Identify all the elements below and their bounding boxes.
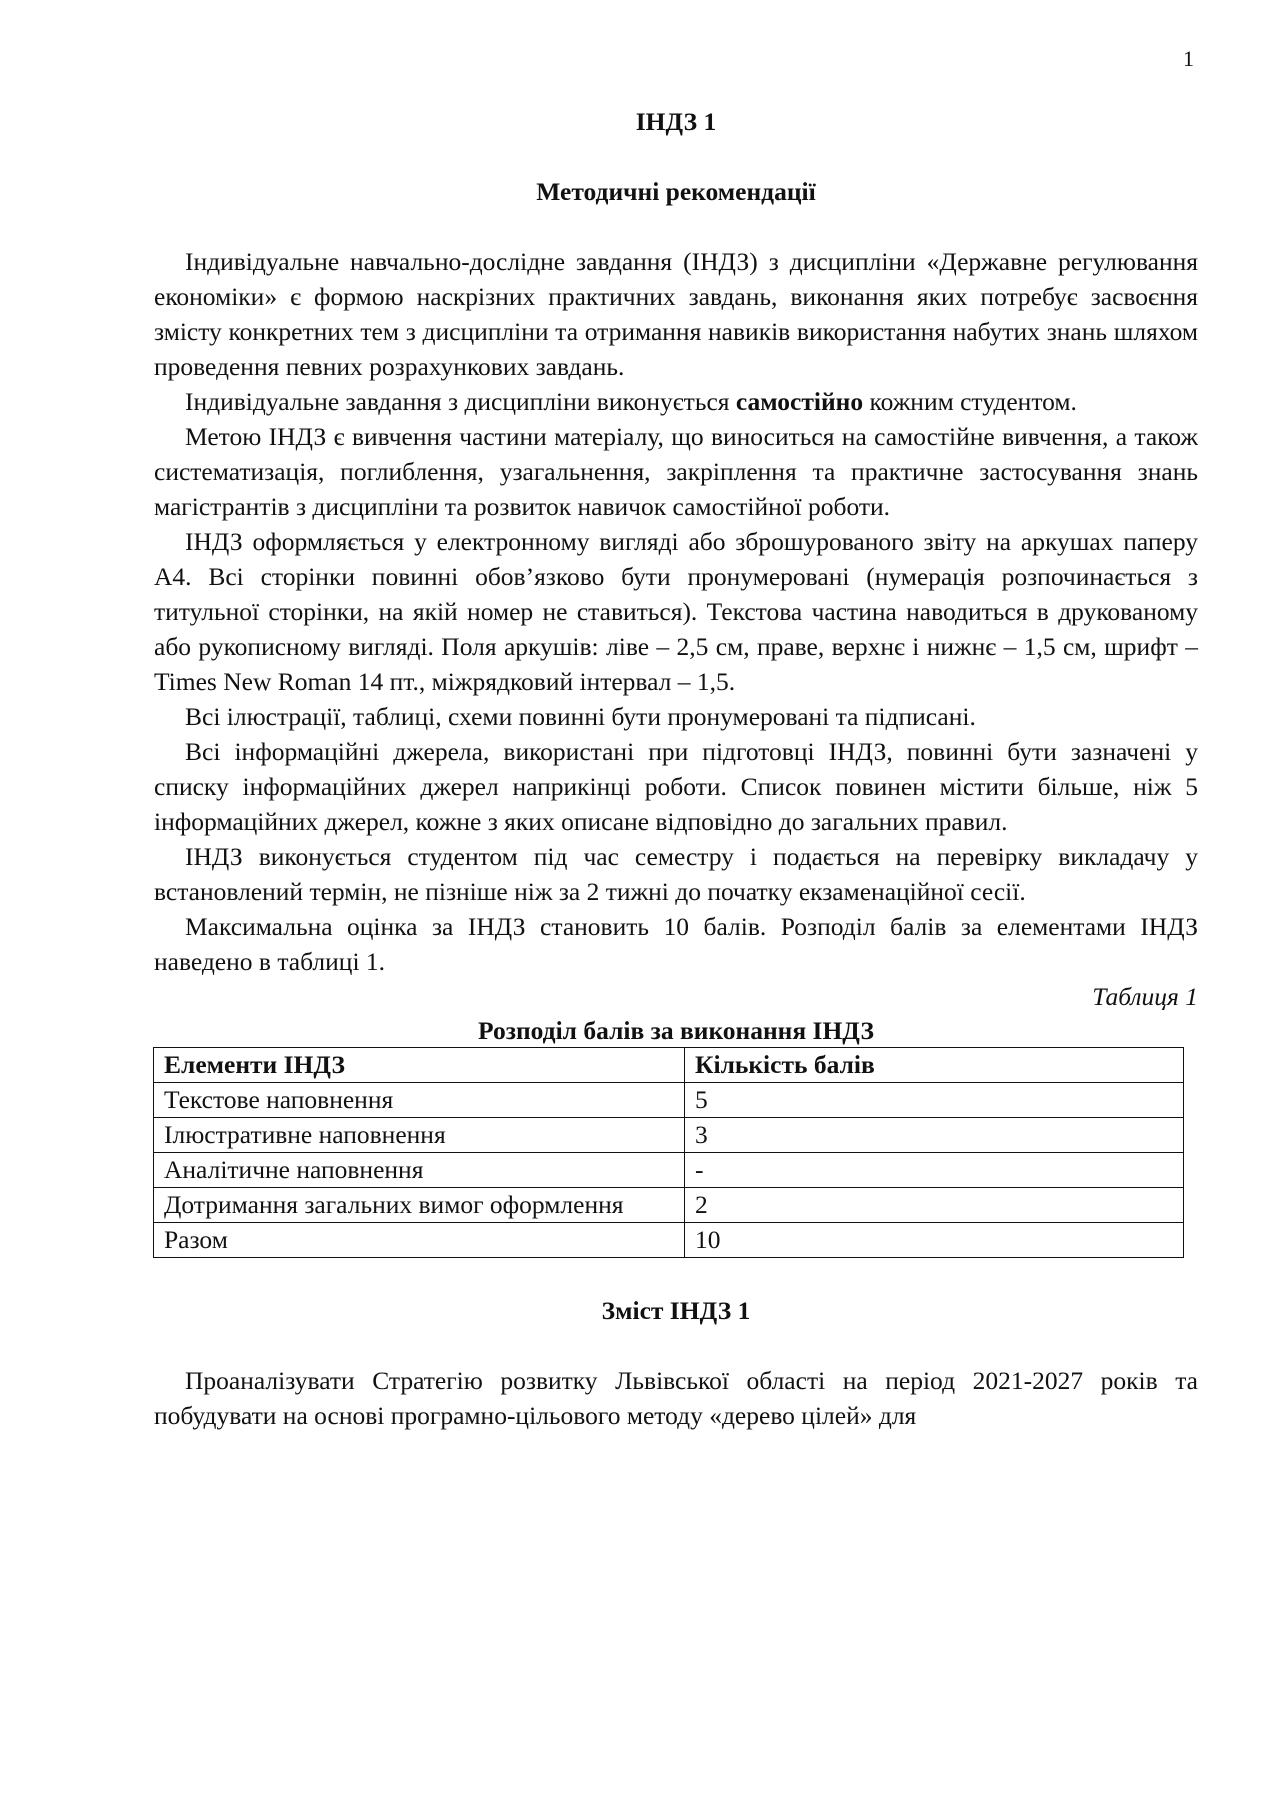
table-cell-score: 3 xyxy=(685,1118,1184,1153)
table-header-cell: Елементи ІНДЗ xyxy=(154,1048,685,1083)
paragraph-independent-text-end: кожним студентом. xyxy=(863,387,1077,416)
section-title-content: Зміст ІНДЗ 1 xyxy=(601,1296,751,1325)
document-title: ІНДЗ 1 xyxy=(635,107,717,136)
paragraph-goal: Метою ІНДЗ є вивчення частини матеріалу, що виноситься на самостійне вивчення, а також систематизація, поглиблення, узагальнення, закріплення та практичне застосування знань магістрантів з дисципліни та розвиток навичок самостійної роботи. xyxy=(154,422,1198,521)
table-row xyxy=(154,1118,1184,1153)
table-header-cell: Кількість балів xyxy=(685,1048,1184,1083)
table-cell-element: Ілюстративне наповнення xyxy=(154,1118,685,1153)
section-title-guidelines: Методичні рекомендації xyxy=(536,177,816,206)
table-cell-element: Текстове наповнення xyxy=(154,1083,685,1118)
table-row xyxy=(154,1188,1184,1223)
paragraph-intro: Індивідуальне навчально-дослідне завдання (ІНДЗ) з дисципліни «Державне регулювання економіки» є формою наскрізних практичних завдань, виконання яких потребує засвоєння змісту конкретних тем з дисципліни та отримання навиків використання набутих знань шляхом проведення певних розрахункових завдань. xyxy=(154,247,1198,381)
page-number: 1 xyxy=(1183,46,1194,71)
table-cell-score: 5 xyxy=(685,1083,1184,1118)
table-cell-element: Разом xyxy=(154,1223,685,1258)
table-header-row xyxy=(154,1048,1184,1083)
table-row xyxy=(154,1083,1184,1118)
table-cell-element: Аналітичне наповнення xyxy=(154,1153,685,1188)
paragraph-independent xyxy=(154,384,1198,419)
paragraph-independent-emphasis: самостійно xyxy=(735,387,864,416)
table-cell-score: 10 xyxy=(685,1223,1184,1258)
paragraph-formatting: ІНДЗ оформляється у електронному вигляді або зброшурованого звіту на аркушах паперу А4. Всі сторінки повинні обов’язково бути пронумеровані (нумерація розпочинається з титульної сторінки, на якій номер не ставиться). Текстова частина наводиться в друкованому або рукописному вигляді. Поля аркушів: ліве – 2,5 см, праве, верхнє і нижнє – 1,5 см, шрифт – Times New Roman 14 пт., міжрядковий інтервал – 1,5. xyxy=(154,527,1198,696)
table-row xyxy=(154,1153,1184,1188)
paragraph-task: Проаналізувати Стратегію розвитку Львівської області на період 2021-2027 років та побудувати на основі програмно-цільового методу «дерево цілей» для xyxy=(154,1366,1198,1430)
score-table xyxy=(153,1047,1184,1258)
table-title: Розподіл балів за виконання ІНДЗ xyxy=(478,1016,874,1045)
table-row xyxy=(154,1223,1184,1258)
paragraph-deadline: ІНДЗ виконується студентом під час семестру і подається на перевірку викладачу у встановлений термін, не пізніше ніж за 2 тижні до початку екзаменаційної сесії. xyxy=(154,842,1198,906)
table-cell-score: - xyxy=(685,1153,1184,1188)
table-cell-score: 2 xyxy=(685,1188,1184,1223)
page-content xyxy=(154,104,1198,1433)
table-cell-element: Дотримання загальних вимог оформлення xyxy=(154,1188,685,1223)
paragraph-illustrations: Всі ілюстрації, таблиці, схеми повинні бути пронумеровані та підписані. xyxy=(185,702,976,731)
paragraph-sources: Всі інформаційні джерела, використані при підготовці ІНДЗ, повинні бути зазначені у списку інформаційних джерел наприкінці роботи. Список повинен містити більше, ніж 5 інформаційних джерел, кожне з яких описане відповідно до загальних правил. xyxy=(154,737,1198,836)
paragraph-score: Максимальна оцінка за ІНДЗ становить 10 балів. Розподіл балів за елементами ІНДЗ наведено в таблиці 1. xyxy=(154,912,1198,976)
paragraph-independent-text: Індивідуальне завдання з дисципліни виконується xyxy=(185,387,736,416)
table-label: Таблиця 1 xyxy=(1092,982,1198,1011)
